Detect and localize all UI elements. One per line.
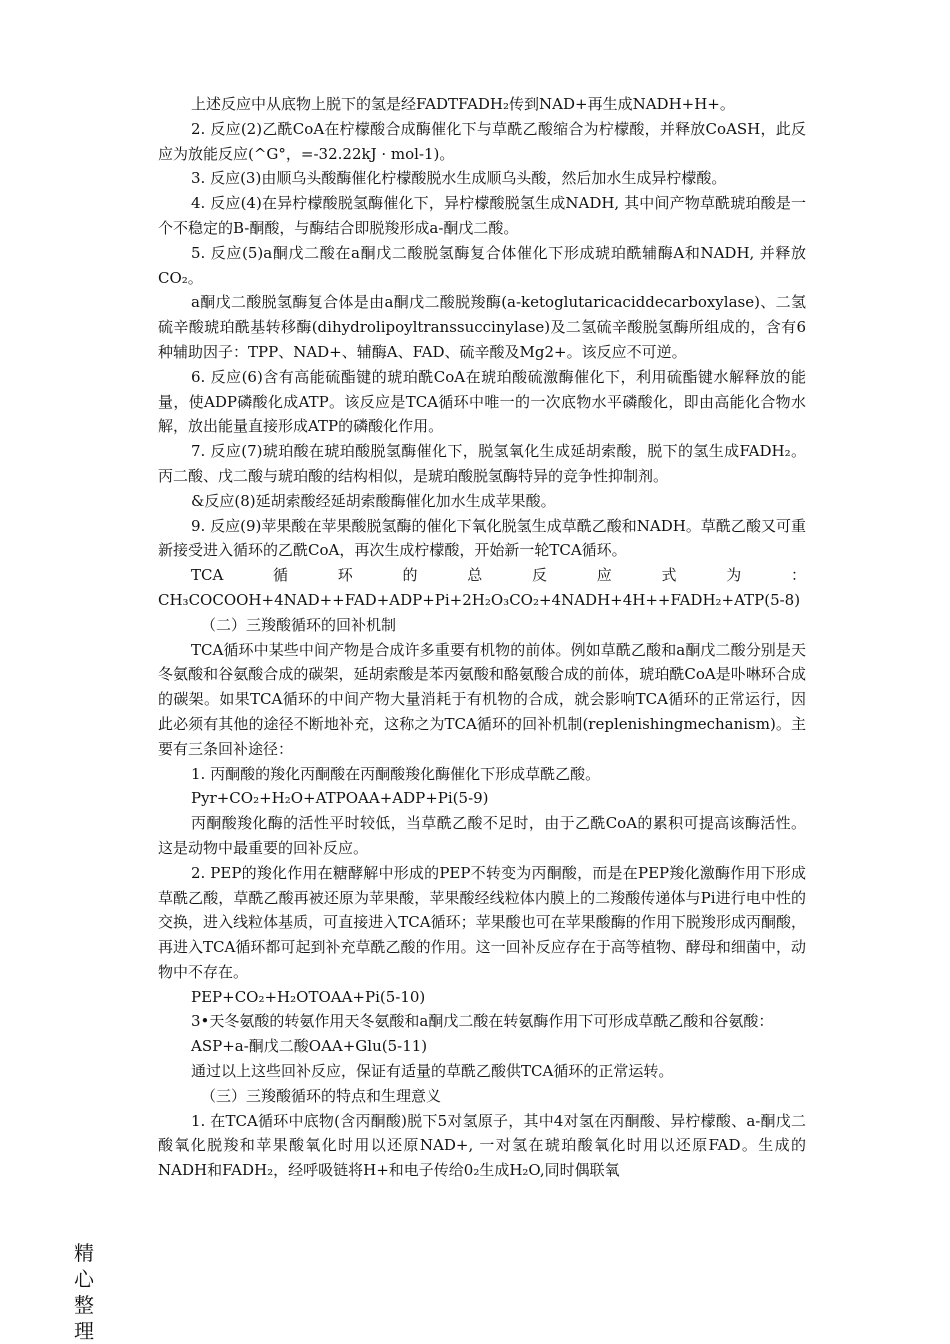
paragraph: 9. 反应(9)苹果酸在苹果酸脱氢酶的催化下氧化脱氢生成草酰乙酸和NADH。草酰乙酸又可重新接受进入循环的乙酰CoA，再次生成柠檬酸，开始新一轮TCA循环。 bbox=[158, 516, 806, 560]
paragraph: 4. 反应(4)在异柠檬酸脱氢酶催化下，异柠檬酸脱氢生成NADH, 其中间产物草酰琥珀酸是一个不稳定的B-酮酸，与酶结合即脱羧形成a-酮戊二酸。 bbox=[158, 194, 806, 237]
paragraph: 3. 反应(3)由顺乌头酸酶催化柠檬酸脱水生成顺乌头酸，然后加水生成异柠檬酸。 bbox=[191, 169, 727, 188]
paragraph: a酮戊二酸脱氢酶复合体是由a酮戊二酸脱羧酶(a-ketoglutaricaciddecarboxylase)、二氢硫辛酸琥珀酰基转移酶(dihydrolipoyltranssuccinylase)及二氢硫辛酸脱氢酶所组成的，含有6种辅助因子：TPP、NAD+、辅酶A、FAD、硫辛酸及Mg2+。该反应不可逆。 bbox=[158, 293, 806, 361]
paragraph: &反应(8)延胡索酸经延胡索酸酶催化加水生成苹果酸。 bbox=[191, 491, 556, 510]
side-note bbox=[70, 1240, 98, 1344]
side-note-char: 精 bbox=[74, 1241, 94, 1265]
paragraph: 3•天冬氨酸的转氨作用天冬氨酸和a酮戊二酸在转氨酶作用下可形成草酰乙酸和谷氨酸： bbox=[191, 1012, 774, 1031]
paragraph: 1. 丙酮酸的羧化丙酮酸在丙酮酸羧化酶催化下形成草酰乙酸。 bbox=[191, 764, 601, 783]
equation: PEP+CO₂+H₂OTOAA+Pi(5-10) bbox=[191, 987, 426, 1006]
paragraph: 丙酮酸羧化酶的活性平时较低，当草酰乙酸不足时，由于乙酰CoA的累积可提高该酶活性。这是动物中最重要的回补反应。 bbox=[158, 814, 806, 857]
document-body bbox=[158, 92, 806, 1183]
side-note-char: 心 bbox=[74, 1267, 94, 1291]
paragraph: 1. 在TCA循环中底物(含丙酮酸)脱下5对氢原子，其中4对氢在丙酮酸、异柠檬酸、a-酮戊二酸氧化脱羧和苹果酸氧化时用以还原NAD+, 一对氢在琥珀酸氧化时用以还原FAD。生成的NADH和FADH₂，经呼吸链将H+和电子传给0₂生成H₂O,同时偶联氧 bbox=[158, 1111, 806, 1180]
paragraph: 2. PEP的羧化作用在糖酵解中形成的PEP不转变为丙酮酸，而是在PEP羧化激酶作用下形成草酰乙酸，草酰乙酸再被还原为苹果酸，苹果酸经线粒体内膜上的二羧酸传递体与Pi进行电中性的交换，进入线粒体基质，可直接进入TCA循环；苹果酸也可在苹果酸酶的作用下脱羧形成丙酮酸，再进入TCA循环都可起到补充草酰乙酸的作用。这一回补反应存在于高等植物、酵母和细菌中，动物中不存在。 bbox=[158, 863, 806, 981]
side-note-char: 整 bbox=[74, 1293, 94, 1317]
side-note-char: 理 bbox=[74, 1319, 94, 1343]
paragraph: TCA循环中某些中间产物是合成许多重要有机物的前体。例如草酰乙酸和a酮戊二酸分别是天冬氨酸和谷氨酸合成的碳架，延胡索酸是苯丙氨酸和酪氨酸合成的前体，琥珀酰CoA是卟啉环合成的碳架。如果TCA循环的中间产物大量消耗于有机物的合成，就会影响TCA循环的正常运行，因此必须有其他的途径不断地补充，这称之为TCA循环的回补机制(replenishingmechanism)。主要有三条回补途径： bbox=[158, 640, 806, 758]
section-heading: （三）三羧酸循环的特点和生理意义 bbox=[201, 1086, 442, 1105]
equation: ASP+a-酮戊二酸OAA+Glu(5-11) bbox=[191, 1037, 428, 1056]
paragraph: 7. 反应(7)琥珀酸在琥珀酸脱氢酶催化下，脱氢氧化生成延胡索酸，脱下的氢生成FADH₂。丙二酸、戊二酸与琥珀酸的结构相似，是琥珀酸脱氢酶特异的竞争性抑制剂。 bbox=[158, 442, 806, 485]
paragraph: 上述反应中从底物上脱下的氢是经FADTFADH₂传到NAD+再生成NADH+H+。 bbox=[191, 95, 735, 113]
paragraph: 6. 反应(6)含有高能硫酯键的琥珀酰CoA在琥珀酸硫激酶催化下，利用硫酯键水解释放的能量，使ADP磷酸化成ATP。该反应是TCA循环中唯一的一次底物水平磷酸化，即由高能化合物水解，放出能量直接形成ATP的磷酸化作用。 bbox=[158, 367, 806, 436]
paragraph: 5. 反应(5)a酮戊二酸在a酮戊二酸脱氢酶复合体催化下形成琥珀酰辅酶A和NADH, 并释放CO₂。 bbox=[158, 243, 806, 287]
equation: Pyr+CO₂+H₂O+ATPOAA+ADP+Pi(5-9) bbox=[191, 789, 489, 808]
section-heading: （二）三羧酸循环的回补机制 bbox=[201, 615, 397, 634]
equation: TCA循环的总反应式为：CH₃COCOOH+4NAD++FAD+ADP+Pi+2H₂O₃CO₂+4NADH+4H++FADH₂+ATP(5-8) bbox=[158, 566, 806, 609]
paragraph: 2. 反应(2)乙酰CoA在柠檬酸合成酶催化下与草酰乙酸缩合为柠檬酸，并释放CoASH，此反应为放能反应(^G°，=-32.22kJ · mol-1)。 bbox=[158, 119, 806, 163]
paragraph: 通过以上这些回补反应，保证有适量的草酰乙酸供TCA循环的正常运转。 bbox=[191, 1062, 674, 1081]
